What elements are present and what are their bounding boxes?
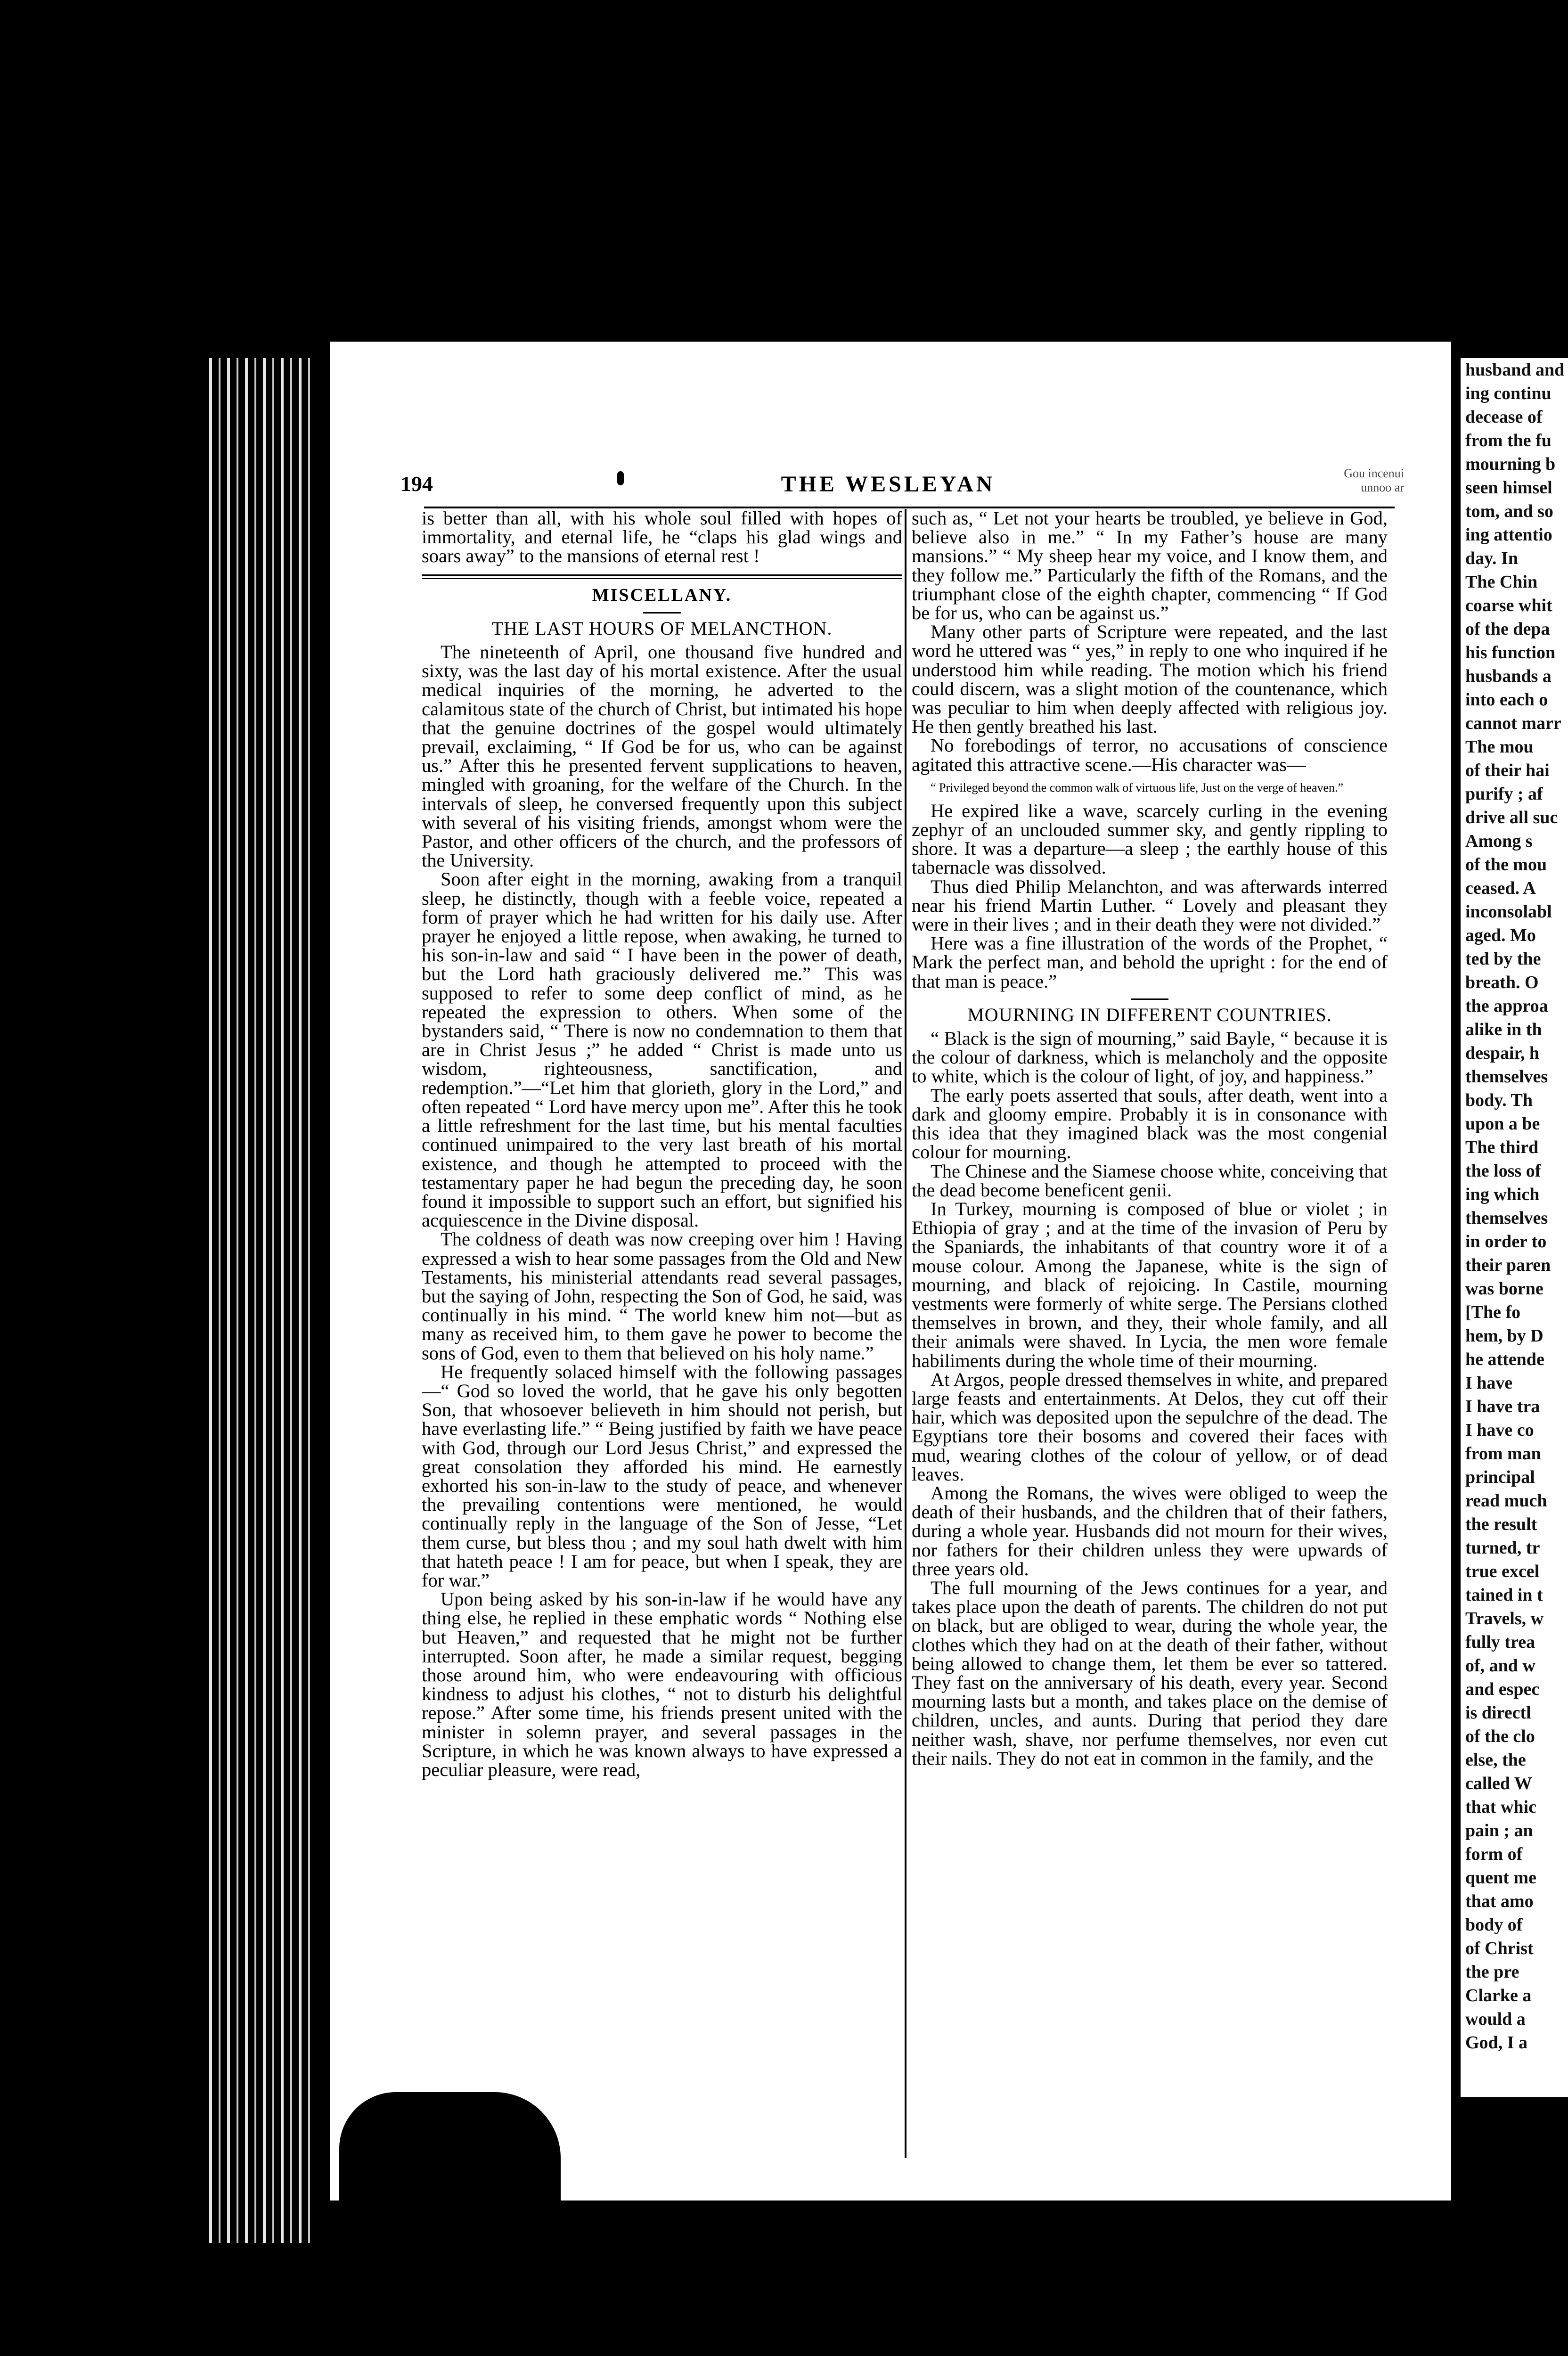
article-title: THE LAST HOURS OF MELANCTHON. <box>491 617 833 639</box>
adjacent-page-line: principal <box>1465 1467 1535 1487</box>
adjacent-page-line: tom, and so <box>1465 501 1553 521</box>
adjacent-page-line: read much <box>1465 1491 1547 1511</box>
adjacent-page-line: I have tra <box>1465 1397 1540 1416</box>
page-header <box>382 466 1404 504</box>
adjacent-page-line: ted by the <box>1465 949 1541 969</box>
header-fragment-line: unnoo ar <box>1361 481 1404 494</box>
article-paragraph: He expired like a wave, scarcely curling in the evening zephyr of an unclouded summer sky, and gently rippling to shore. It was a departure—a sleep ; the earthly house of this tabernacle was dissolved. <box>912 800 1388 878</box>
adjacent-page-line: from man <box>1465 1444 1541 1464</box>
adjacent-page-line: tained in t <box>1465 1585 1543 1605</box>
adjacent-page-line: The third <box>1465 1137 1539 1157</box>
adjacent-page-line: the pre <box>1465 1962 1519 1982</box>
adjacent-page-line: aged. Mo <box>1465 925 1536 945</box>
adjacent-page-line: called W <box>1465 1774 1532 1793</box>
article-paragraph: “ Black is the sign of mourning,” said Bayle, “ because it is the colour of darkness, which is melancholy and the opposite to white, which is the colour of light, of joy, and happiness.” <box>912 1028 1388 1087</box>
adjacent-page-line: I have co <box>1465 1420 1534 1440</box>
verse-quote: “ Privileged beyond the common walk of virtuous life, Just on the verge of heaven.” <box>931 780 1344 794</box>
article-paragraph: At Argos, people dressed themselves in white, and prepared large feasts and entertainments. At Delos, they cut off their hair, which was deposited upon the sepulchre of the dead. The Egyptians tore their bosoms and covered their faces with mud, wearing clothes of the colour of yellow, or of dead leaves. <box>912 1368 1388 1485</box>
article-paragraph: The nineteenth of April, one thousand five hundred and sixty, was the last day of his mortal existence. After the usual medical inquiries of the morning, he adverted to the calamitous state of the church of Christ, but intimated his hope that the genuine doctrines of the gospel would ultimately prevail, exclaiming, “ If God be for us, who can be against us.” After this he presented fervent supplications to heaven, mingled with groaning, for the welfare of the Church. In the intervals of sleep, he conversed frequently upon this subject with several of his visiting friends, amongst whom were the Pastor, and other officers of the church, and the professors of the University. <box>422 641 902 871</box>
adjacent-page-line: from the fu <box>1465 431 1552 450</box>
adjacent-page-line: his function <box>1465 643 1556 663</box>
adjacent-page-line: themselves <box>1465 1067 1548 1087</box>
adjacent-page-line: husband and <box>1465 360 1565 380</box>
adjacent-page-line: Travels, w <box>1465 1609 1544 1628</box>
adjacent-page-line: would a <box>1465 2009 1526 2029</box>
header-rule <box>424 507 1395 508</box>
adjacent-page-line: of their hai <box>1465 761 1550 780</box>
heading-rule <box>643 612 681 614</box>
section-heading: MISCELLANY. <box>592 585 732 605</box>
adjacent-page-fragment <box>1461 358 1568 2097</box>
adjacent-page-line: inconsolabl <box>1465 902 1552 922</box>
running-title: THE WESLEYAN <box>781 472 996 497</box>
adjacent-page-line: body. Th <box>1465 1090 1533 1110</box>
book-binding-edges <box>203 358 325 2243</box>
adjacent-page-line: the approa <box>1465 996 1548 1016</box>
ink-mark <box>617 471 624 485</box>
adjacent-page-line: of, and w <box>1465 1656 1535 1676</box>
right-column <box>912 509 1388 2158</box>
adjacent-page-line: upon a be <box>1465 1114 1540 1134</box>
adjacent-page-line: he attende <box>1465 1350 1544 1369</box>
article-paragraph: Thus died Philip Melanchton, and was afterwards interred near his friend Martin Luther. “ Lovely and pleasant they were in their lives ; and in their death they were not divided.” <box>912 875 1388 935</box>
column-divider <box>905 509 906 2158</box>
adjacent-page-line: The Chin <box>1465 572 1538 592</box>
article-paragraph: The coldness of death was now creeping over him ! Having expressed a wish to hear some passages from the Old and New Testaments, his ministerial attendants read several passages, but the saying of John, respecting the Son of God, he said, was continually in his mind. “ The world knew him not—but as many as received him, to them gave he power to become the sons of God, even to them that believed on his holy name.” <box>422 1228 902 1364</box>
adjacent-page-line: in order to <box>1465 1232 1547 1252</box>
adjacent-page-line: true excel <box>1465 1562 1540 1581</box>
adjacent-page-line: God, I a <box>1465 2033 1527 2053</box>
adjacent-page-line: quent me <box>1465 1868 1536 1888</box>
adjacent-page-line: their paren <box>1465 1255 1551 1275</box>
section-divider <box>422 574 902 579</box>
article-paragraph: Upon being asked by his son-in-law if he would have any thing else, he replied in these emphatic words “ Nothing else but Heaven,” and requested that he might not be further interrupted. Soon after, he made a similar request, begging those around him, who were endeavouring with officious kindness to adjust his clothes, “ not to disturb his delightful repose.” After some time, his friends present united with the minister in solemn prayer, and several passages in the Scripture, in which he was known always to have expressed a peculiar pleasure, were read, <box>422 1588 902 1780</box>
adjacent-page-line: else, the <box>1465 1750 1526 1770</box>
adjacent-page-line: day. In <box>1465 548 1518 568</box>
adjacent-page-line: ing attentio <box>1465 525 1552 545</box>
adjacent-page-line: the loss of <box>1465 1161 1541 1181</box>
adjacent-page-line: husbands a <box>1465 666 1552 686</box>
header-fragment-line: Gou incenui <box>1344 466 1404 480</box>
article-paragraph: The Chinese and the Siamese choose white, conceiving that the dead become beneficent genii. <box>912 1160 1388 1201</box>
adjacent-page-line: that whic <box>1465 1797 1536 1817</box>
adjacent-page-line: The mou <box>1465 737 1534 757</box>
adjacent-page-line: ing which <box>1465 1185 1540 1204</box>
header-right-fragment <box>1300 466 1404 495</box>
adjacent-page-line: of Christ <box>1465 1939 1534 1958</box>
adjacent-page-line: hem, by D <box>1465 1326 1544 1346</box>
adjacent-page-line: I have <box>1465 1373 1513 1393</box>
adjacent-page-line: [The fo <box>1465 1302 1521 1322</box>
article-paragraph: In Turkey, mourning is composed of blue or violet ; in Ethiopia of gray ; and at the time of the invasion of Peru by the Spaniards, the inhabitants of that country wore it of a mouse colour. Among the Japanese, white is the sign of mourning, and black of rejoicing. In Castile, mourning vestments were formerly of white serge. The Persians clothed themselves in brown, and they, their whole family, and all their animals were shaved. In Lycia, the men wore female habiliments during the whole time of their mourning. <box>912 1198 1388 1371</box>
heading-rule <box>1131 998 1168 1000</box>
adjacent-page-line: form of <box>1465 1844 1523 1864</box>
adjacent-page-line: alike in th <box>1465 1020 1542 1039</box>
adjacent-page-line: turned, tr <box>1465 1538 1540 1558</box>
article-paragraph: Many other parts of Scripture were repeated, and the last word he uttered was “ yes,” in reply to one who inquired if he understood him while reading. The motion which his friend could discern, was a slight motion of the countenance, which was peculiar to him when deeply affected with religious joy. He then gently breathed his last. <box>912 621 1388 737</box>
adjacent-page-line: coarse whit <box>1465 596 1552 615</box>
adjacent-page-line: body of <box>1465 1915 1523 1935</box>
adjacent-page-line: the result <box>1465 1514 1537 1534</box>
adjacent-page-line: themselves <box>1465 1208 1548 1228</box>
adjacent-page-line: drive all suc <box>1465 808 1558 827</box>
article-paragraph: He frequently solaced himself with the following passages—“ God so loved the world, that he gave his only begotten Son, that whosoever believeth in him should not perish, but have everlasting life.” “ Being justified by faith we have peace with God, through our Lord Jesus Christ,” and expressed the great consolation they afforded his mind. He earnestly exhorted his son-in-law to the study of peace, and whenever the prevailing contentions were mentioned, he would continually reply in the language of the Son of Jesse, “Let them curse, but bless thou ; and my soul hath dwelt with him that hateth peace ! I am for peace, but when I speak, they are for war.” <box>422 1361 902 1591</box>
adjacent-page-line: is directl <box>1465 1703 1531 1723</box>
article-paragraph: The full mourning of the Jews continues for a year, and takes place upon the death of parents. The children do not put on black, but are obliged to wear, during the whole year, the clothes which they had on at the death of their father, without being allowed to change them, let them be ever so tattered. They fast on the anniversary of his death, every year. Second mourning lasts but a month, and takes place on the demise of children, uncles, and aunts. During that period they dare neither wash, shave, nor perfume themselves, nor even cut their nails. They do not eat in common in the family, and the <box>912 1577 1388 1769</box>
adjacent-page-line: of the mou <box>1465 855 1547 875</box>
adjacent-page-line: Clarke a <box>1465 1986 1532 2005</box>
adjacent-page-line: and espec <box>1465 1679 1540 1699</box>
article-paragraph: Soon after eight in the morning, awaking from a tranquil sleep, he distinctly, though with a feeble voice, repeated a form of prayer which he had written for his daily use. After prayer he enjoyed a little repose, when awaking, he turned to his son-in-law and said “ I have been in the power of death, but the Lord hath graciously delivered me.” This was supposed to refer to some deep conflict of mind, as he repeated the expression to others. When some of the bystanders said, “ There is now no condemnation to them that are in Christ Jesus ;” he added “ Christ is made unto us wisdom, righteousness, sanctification, and redemption.”—“Let him that glorieth, glory in the Lord,” and often repeated “ Lord have mercy upon me”. After this he took a little refreshment for the last time, but his mental faculties continued unimpaired to the very last breath of his mortal existence, and though he attempted to proceed with the testamentary paper he had begun the preceding day, he soon found it impossible to support such an effort, but signified his acquiescence in the Divine disposal. <box>422 868 902 1231</box>
adjacent-page-line: cannot marr <box>1465 713 1561 733</box>
adjacent-page-line: seen himsel <box>1465 478 1552 498</box>
adjacent-page-line: mourning b <box>1465 454 1556 474</box>
opening-paragraph: is better than all, with his whole soul filled with hopes of immortality, and eternal life, he “claps his glad wings and soars away” to the mansions of eternal rest ! <box>422 509 902 567</box>
article-paragraph: No forebodings of terror, no accusations of conscience agitated this attractive scene.—His character was— <box>912 735 1388 775</box>
page-number: 194 <box>400 472 433 496</box>
article-paragraph: such as, “ Let not your hearts be troubled, ye believe in God, believe also in me.” “ In my Father’s house are many mansions.” “ My sheep hear my voice, and I know them, and they follow me.” Particularly the fifth of the Romans, and the triumphant close of the eighth chapter, commencing “ If God be for us, who can be against us.” <box>912 509 1388 624</box>
adjacent-page-line: purify ; af <box>1465 784 1543 804</box>
article-paragraph: Here was a fine illustration of the words of the Prophet, “ Mark the perfect man, and behold the upright : for the end of that man is peace.” <box>912 933 1388 992</box>
adjacent-page-line: despair, h <box>1465 1043 1539 1063</box>
adjacent-page-line: was borne <box>1465 1279 1544 1299</box>
article-title: MOURNING IN DIFFERENT COUNTRIES. <box>967 1004 1332 1025</box>
adjacent-page-line: of the clo <box>1465 1726 1535 1746</box>
adjacent-page-line: ceased. A <box>1465 878 1536 898</box>
adjacent-page-line: that amo <box>1465 1891 1534 1911</box>
adjacent-page-line: breath. O <box>1465 973 1539 992</box>
article-paragraph: Among the Romans, the wives were obliged to weep the death of their husbands, and the children that of their fathers, during a whole year. Husbands did not mourn for their wives, nor fathers for their children unless they were upwards of three years old. <box>912 1482 1388 1579</box>
article-paragraph: The early poets asserted that souls, after death, went into a dark and gloomy empire. Probably it is in consonance with this idea that they imagined black was the most congenial colour for mourning. <box>912 1084 1388 1163</box>
adjacent-page-line: fully trea <box>1465 1632 1535 1652</box>
adjacent-page-line: Among s <box>1465 831 1533 851</box>
scan-shadow <box>339 2092 561 2233</box>
adjacent-page-line: decease of <box>1465 407 1543 427</box>
adjacent-page-line: of the depa <box>1465 619 1550 639</box>
adjacent-page-line: ing continu <box>1465 384 1552 403</box>
adjacent-page-line: into each o <box>1465 690 1548 710</box>
left-column <box>422 509 902 2158</box>
adjacent-page-line: pain ; an <box>1465 1821 1533 1841</box>
